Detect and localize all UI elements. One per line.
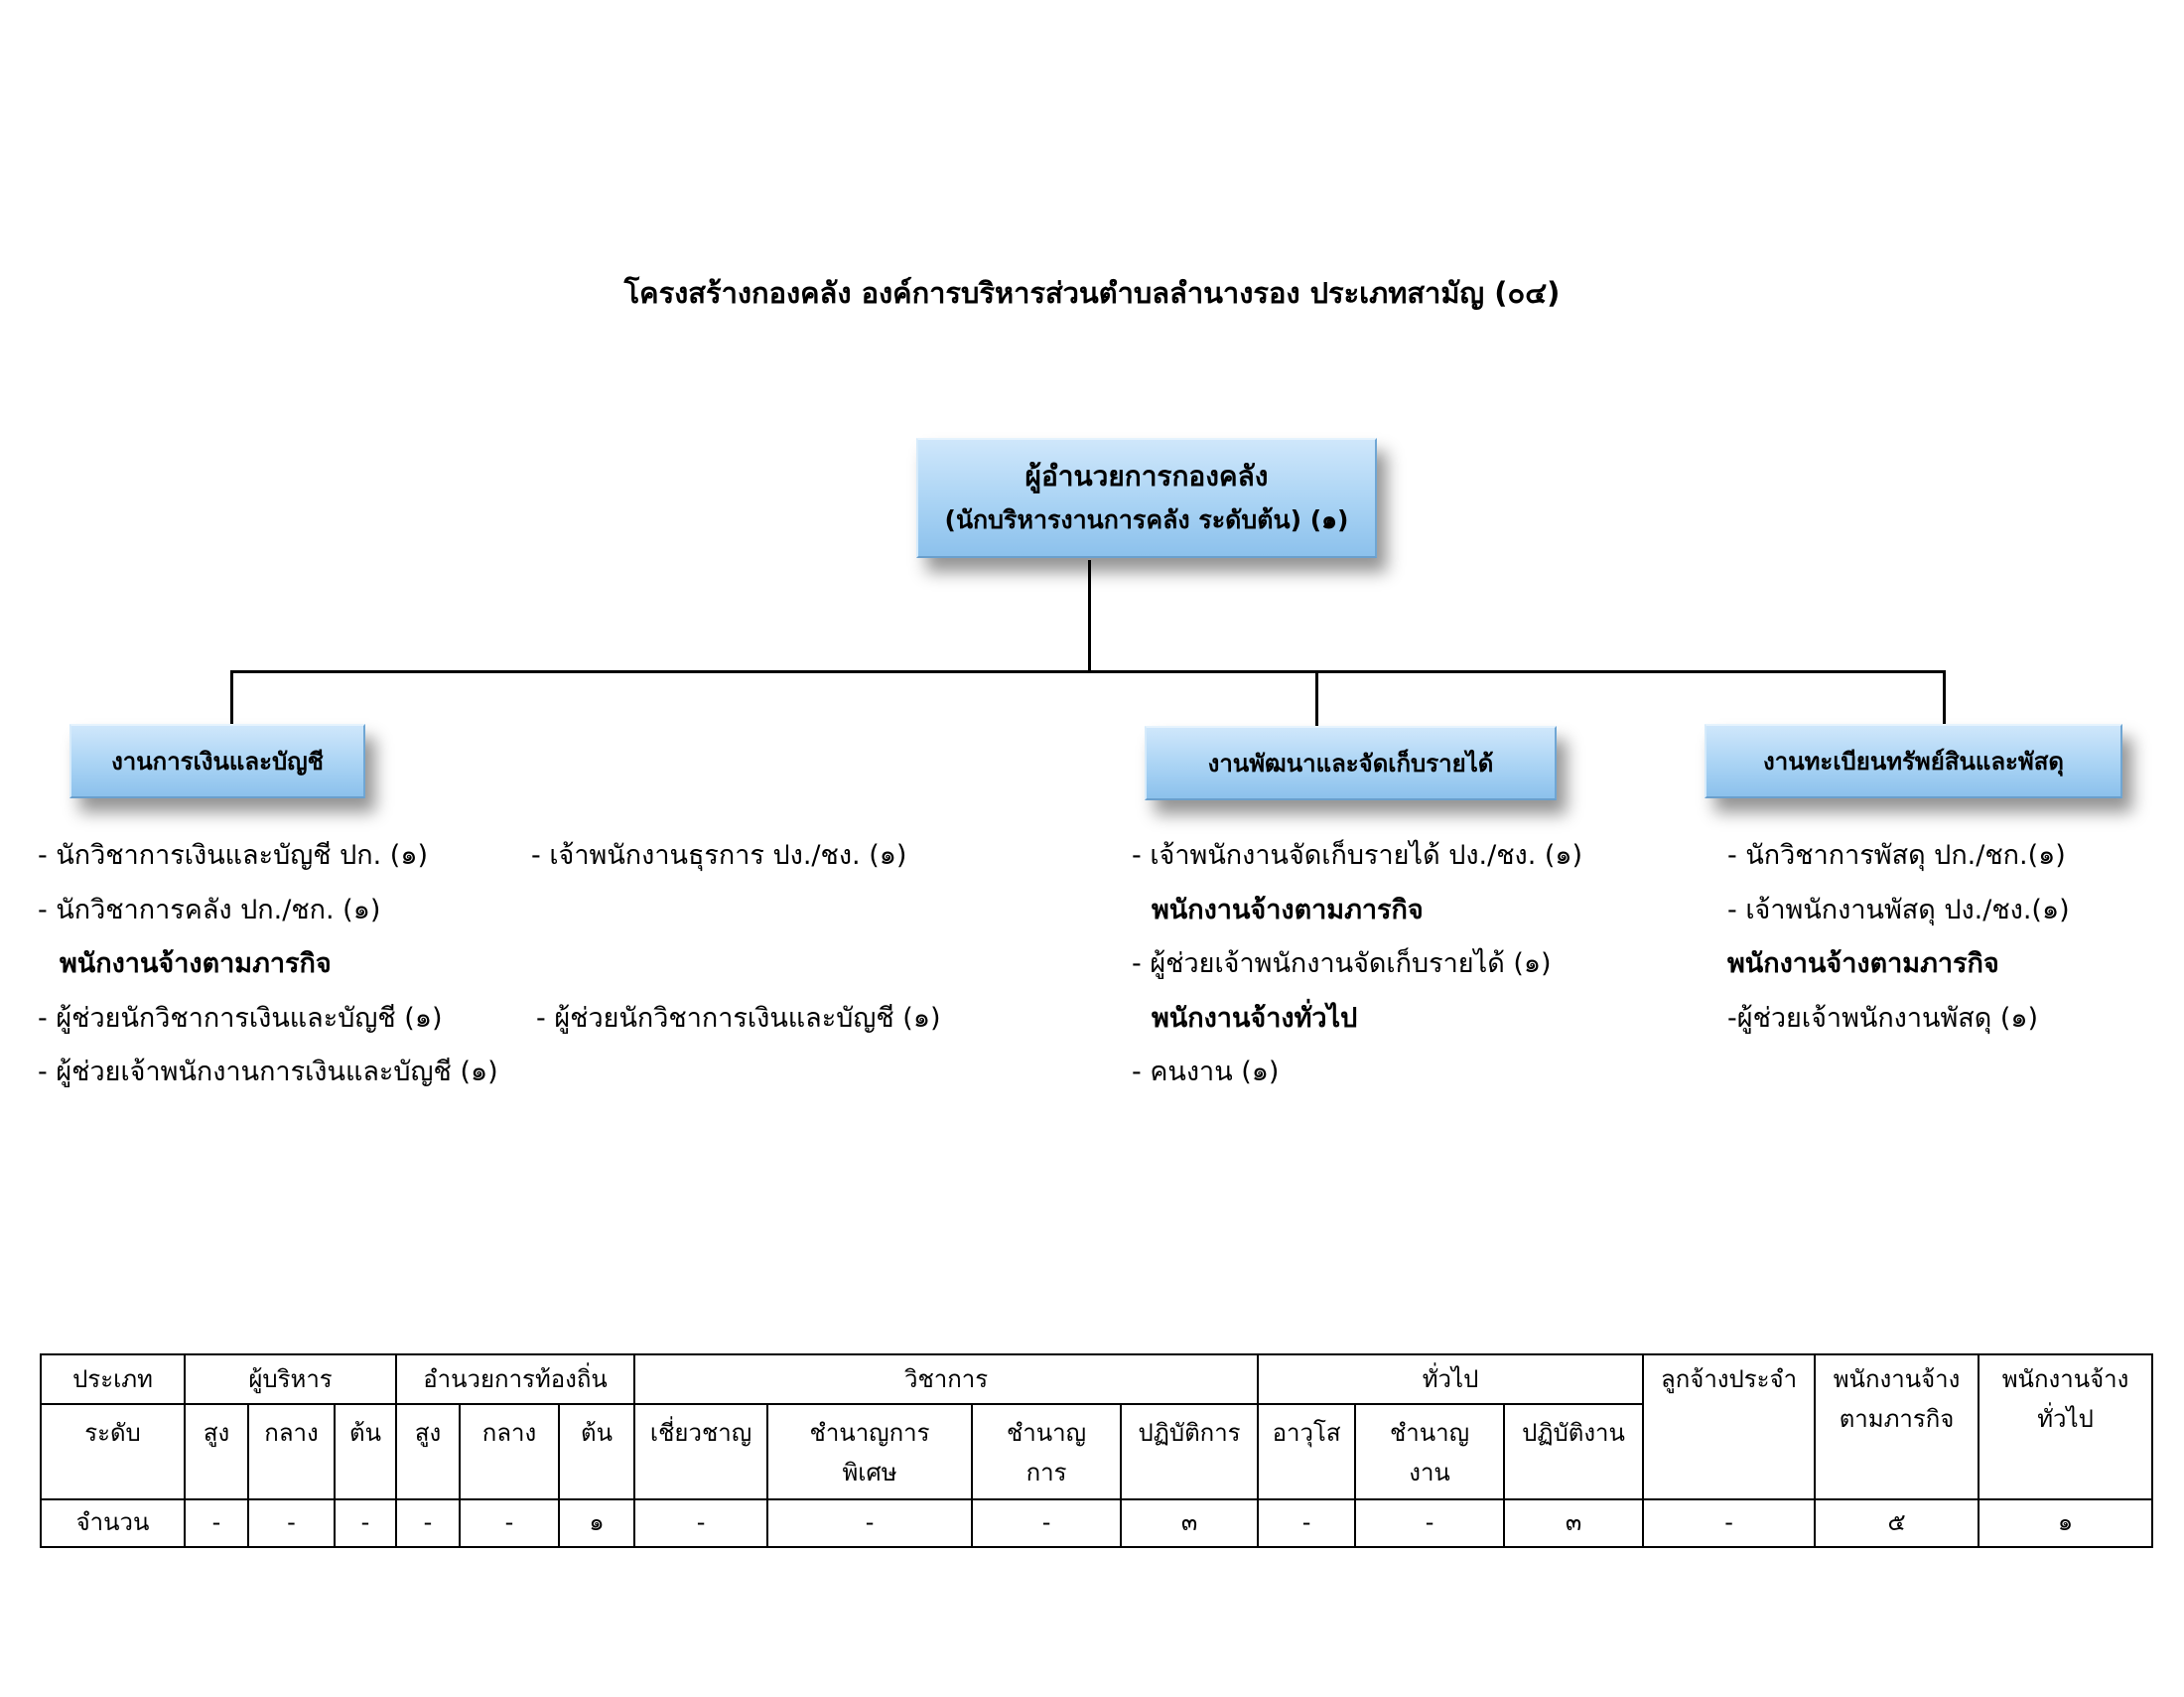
level-dir-high: สูง bbox=[396, 1404, 460, 1499]
finance-director-box bbox=[916, 438, 1377, 558]
finance-item-3: - นักวิชาการคลัง ปก./ชก. (๑) bbox=[38, 895, 381, 925]
count-acad-expert: - bbox=[634, 1499, 767, 1547]
finance-director-position: (นักบริหารงานการคลัง ระดับต้น) (๑) bbox=[944, 504, 1349, 534]
header-executive: ผู้บริหาร bbox=[185, 1354, 396, 1404]
count-dir-mid: - bbox=[460, 1499, 559, 1547]
finance-director-title: ผู้อำนวยการกองคลัง bbox=[1024, 459, 1269, 493]
level-gen-skilled bbox=[1355, 1404, 1504, 1499]
count-mission-employee: ๕ bbox=[1815, 1499, 1979, 1547]
header-academic: วิชาการ bbox=[634, 1354, 1258, 1404]
count-gen-worker: ๓ bbox=[1504, 1499, 1643, 1547]
level-acad-pro-line2: การ bbox=[1025, 1459, 1067, 1486]
header-mission-employee bbox=[1815, 1354, 1979, 1499]
count-exec-mid: - bbox=[248, 1499, 335, 1547]
count-exec-low: - bbox=[335, 1499, 396, 1547]
level-acad-practitioner: ปฏิบัติการ bbox=[1121, 1404, 1258, 1499]
level-acad-special bbox=[767, 1404, 972, 1499]
level-exec-high: สูง bbox=[185, 1404, 248, 1499]
finance-subheading-mission: พนักงานจ้างตามภารกิจ bbox=[60, 948, 332, 979]
level-gen-skilled-line1: ชำนาญ bbox=[1389, 1419, 1470, 1447]
count-acad-special: - bbox=[767, 1499, 972, 1547]
count-permanent-employee: - bbox=[1643, 1499, 1815, 1547]
count-exec-high: - bbox=[185, 1499, 248, 1547]
assets-item-1: - นักวิชาการพัสดุ ปก./ชก.(๑) bbox=[1727, 840, 2066, 871]
section-box-revenue bbox=[1145, 726, 1557, 800]
header-level: ระดับ bbox=[41, 1404, 185, 1499]
level-acad-expert: เชี่ยวชาญ bbox=[634, 1404, 767, 1499]
level-gen-worker: ปฏิบัติงาน bbox=[1504, 1404, 1643, 1499]
level-dir-mid: กลาง bbox=[460, 1404, 559, 1499]
header-type: ประเภท bbox=[41, 1354, 185, 1404]
chart-title: โครงสร้างกองคลัง องค์การบริหารส่วนตำบลลำนางรอง ประเภทสามัญ (๐๔) bbox=[623, 276, 1561, 310]
level-acad-special-line2: พิเศษ bbox=[842, 1459, 897, 1486]
connector-drop-assets bbox=[1943, 670, 1946, 724]
revenue-subheading-general: พนักงานจ้างทั่วไป bbox=[1152, 1003, 1358, 1034]
count-gen-skilled: - bbox=[1355, 1499, 1504, 1547]
header-general-employee-line1: พนักงานจ้าง bbox=[2001, 1365, 2129, 1393]
count-gen-senior: - bbox=[1258, 1499, 1355, 1547]
assets-subheading-mission: พนักงานจ้างตามภารกิจ bbox=[1727, 948, 1999, 979]
assets-item-3: -ผู้ช่วยเจ้าพนักงานพัสดุ (๑) bbox=[1727, 1003, 2039, 1034]
level-acad-pro-line1: ชำนาญ bbox=[1006, 1419, 1087, 1447]
section-box-finance bbox=[69, 724, 365, 798]
level-acad-pro bbox=[972, 1404, 1121, 1499]
level-gen-senior: อาวุโส bbox=[1258, 1404, 1355, 1499]
header-general-employee bbox=[1979, 1354, 2152, 1499]
header-general: ทั่วไป bbox=[1258, 1354, 1643, 1404]
header-mission-employee-line1: พนักงานจ้าง bbox=[1833, 1365, 1961, 1393]
connector-drop-revenue bbox=[1315, 670, 1318, 726]
header-mission-employee-line2: ตามภารกิจ bbox=[1839, 1405, 1955, 1433]
finance-item-1: - นักวิชาการเงินและบัญชี ปก. (๑) bbox=[38, 840, 429, 871]
level-exec-low: ต้น bbox=[335, 1404, 396, 1499]
level-dir-low: ต้น bbox=[559, 1404, 634, 1499]
count-label: จำนวน bbox=[41, 1499, 185, 1547]
finance-item-5: - ผู้ช่วยนักวิชาการเงินและบัญชี (๑) bbox=[536, 1003, 941, 1034]
assets-item-2: - เจ้าพนักงานพัสดุ ปง./ชง.(๑) bbox=[1727, 895, 2070, 925]
connector-trunk bbox=[1088, 560, 1091, 672]
revenue-item-2: - ผู้ช่วยเจ้าพนักงานจัดเก็บรายได้ (๑) bbox=[1132, 948, 1552, 979]
finance-item-4: - ผู้ช่วยนักวิชาการเงินและบัญชี (๑) bbox=[38, 1003, 443, 1034]
connector-drop-finance bbox=[230, 670, 233, 724]
header-general-employee-line2: ทั่วไป bbox=[2037, 1405, 2094, 1433]
header-permanent-employee: ลูกจ้างประจำ bbox=[1643, 1354, 1815, 1499]
count-general-employee: ๑ bbox=[1979, 1499, 2152, 1547]
revenue-item-1: - เจ้าพนักงานจัดเก็บรายได้ ปง./ชง. (๑) bbox=[1132, 840, 1583, 871]
count-dir-low: ๑ bbox=[559, 1499, 634, 1547]
section-label-finance: งานการเงินและบัญชี bbox=[111, 748, 324, 776]
level-acad-special-line1: ชำนาญการ bbox=[809, 1419, 930, 1447]
section-box-assets bbox=[1705, 724, 2122, 798]
header-local-director: อำนวยการท้องถิ่น bbox=[396, 1354, 634, 1404]
level-exec-mid: กลาง bbox=[248, 1404, 335, 1499]
count-acad-pro: - bbox=[972, 1499, 1121, 1547]
section-label-assets: งานทะเบียนทรัพย์สินและพัสดุ bbox=[1763, 748, 2064, 776]
level-gen-skilled-line2: งาน bbox=[1409, 1459, 1450, 1486]
finance-item-2: - เจ้าพนักงานธุรการ ปง./ชง. (๑) bbox=[531, 840, 907, 871]
count-dir-high: - bbox=[396, 1499, 460, 1547]
finance-item-6: - ผู้ช่วยเจ้าพนักงานการเงินและบัญชี (๑) bbox=[38, 1057, 498, 1087]
revenue-subheading-mission: พนักงานจ้างตามภารกิจ bbox=[1152, 895, 1424, 925]
count-acad-practitioner: ๓ bbox=[1121, 1499, 1258, 1547]
section-label-revenue: งานพัฒนาและจัดเก็บรายได้ bbox=[1207, 750, 1494, 778]
revenue-item-3: - คนงาน (๑) bbox=[1132, 1057, 1280, 1087]
connector-horizontal bbox=[230, 670, 1946, 673]
staffing-summary-table bbox=[40, 1353, 2153, 1548]
